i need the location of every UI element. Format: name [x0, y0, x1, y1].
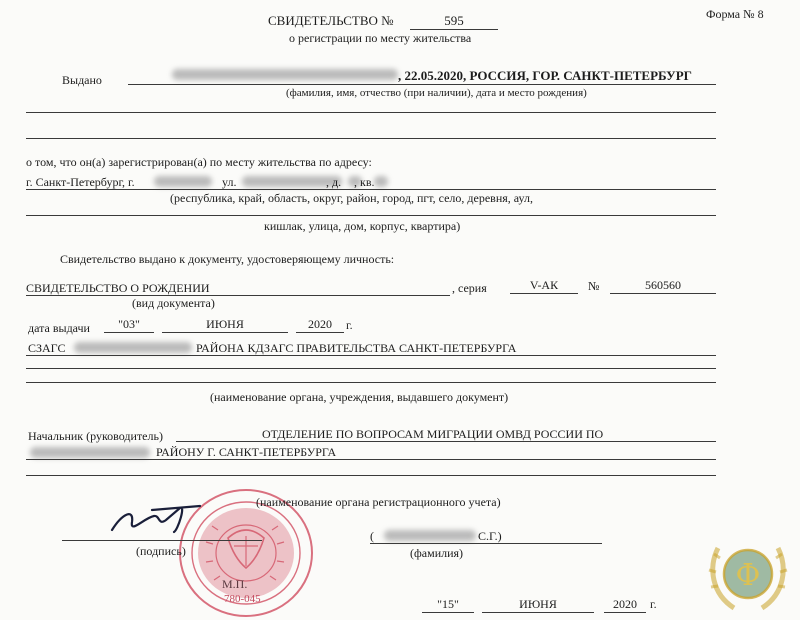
final-date-month: ИЮНЯ	[519, 597, 557, 611]
issuer-line	[26, 355, 716, 356]
head-office-line-1: ОТДЕЛЕНИЕ ПО ВОПРОСАМ МИГРАЦИИ ОМВД РОССИИ ПО	[262, 427, 604, 441]
issued-label: Выдано	[62, 73, 102, 87]
redacted-district	[30, 447, 150, 458]
signatory-initials: С.Г.)	[478, 529, 502, 543]
redacted-apartment	[374, 176, 388, 187]
address-street-label: ул.	[222, 175, 237, 189]
registered-text: о том, что он(а) зарегистрирован(а) по месту жительства по адресу:	[26, 155, 372, 169]
document-number: 560560	[645, 278, 681, 292]
blank-line	[26, 475, 716, 476]
number-line	[610, 293, 716, 294]
blank-line	[26, 368, 716, 369]
redacted-district	[154, 176, 212, 187]
certificate-number: 595	[444, 13, 464, 28]
signatory-caption: (фамилия)	[410, 546, 464, 560]
series-label: , серия	[452, 281, 487, 295]
document-type-line	[26, 295, 450, 296]
document-subtitle: о регистрации по месту жительства	[289, 31, 472, 45]
certificate-number-line	[410, 29, 498, 30]
stamp-mp: М.П.	[222, 577, 248, 591]
address-house-label: , д.	[326, 175, 342, 189]
final-day-line	[422, 612, 474, 613]
document-intro: Свидетельство выдано к документу, удостоверяющему личность:	[60, 252, 395, 266]
signatory-line	[370, 543, 602, 544]
redacted-full-name	[172, 69, 398, 80]
document-type-caption: (вид документа)	[132, 296, 215, 310]
issue-date-label: дата выдачи	[28, 321, 90, 335]
head-office-line	[26, 459, 716, 460]
issue-date-month: ИЮНЯ	[206, 317, 244, 331]
number-label: №	[588, 279, 600, 293]
signatory-open-paren: (	[370, 529, 374, 543]
document-title: СВИДЕТЕЛЬСТВО №	[268, 13, 394, 28]
blank-line	[26, 382, 716, 383]
issue-date-year: 2020	[308, 317, 332, 331]
issue-date-suffix: г.	[346, 318, 353, 332]
phi-emblem-icon	[704, 528, 792, 616]
svg-text:Ф: Ф	[735, 558, 761, 593]
issue-year-line	[296, 332, 344, 333]
issued-value: , 22.05.2020, РОССИЯ, ГОР. САНКТ-ПЕТЕРБУРГ	[398, 68, 692, 83]
head-line	[176, 441, 716, 442]
address-line	[26, 189, 716, 190]
redacted-district	[74, 342, 192, 353]
blank-line	[26, 112, 716, 113]
address-caption-1: (республика, край, область, округ, район, город, пгт, село, деревня, аул,	[170, 191, 533, 205]
issue-date-day: "03"	[118, 317, 140, 331]
document-type: СВИДЕТЕЛЬСТВО О РОЖДЕНИИ	[26, 281, 210, 295]
blank-line	[26, 215, 716, 216]
final-year-line	[604, 612, 646, 613]
final-date-year: 2020	[613, 597, 637, 611]
issuer-name: РАЙОНА КДЗАГС ПРАВИТЕЛЬСТВА САНКТ-ПЕТЕРБУРГА	[196, 341, 517, 355]
address-apartment-label: , кв.	[354, 175, 375, 189]
issuer-caption: (наименование органа, учреждения, выдавшего документ)	[210, 390, 509, 404]
blank-line	[26, 138, 716, 139]
address-caption-2: кишлак, улица, дом, корпус, квартира)	[264, 219, 461, 233]
form-number: Форма № 8	[706, 7, 764, 21]
final-month-line	[482, 612, 594, 613]
redacted-surname	[384, 530, 476, 541]
issued-line	[128, 84, 716, 85]
signature-line	[62, 540, 262, 541]
series-line	[510, 293, 578, 294]
issuer-prefix: СЗАГС	[28, 341, 66, 355]
issue-month-line	[162, 332, 288, 333]
issue-day-line	[104, 332, 154, 333]
final-date-day: "15"	[437, 597, 459, 611]
head-label: Начальник (руководитель)	[28, 429, 163, 443]
address-city: г. Санкт-Петербург, г.	[26, 175, 135, 189]
final-date-suffix: г.	[650, 597, 657, 611]
signature-caption: (подпись)	[136, 544, 186, 558]
issued-caption: (фамилия, имя, отчество (при наличии), дата и место рождения)	[286, 87, 587, 99]
document-series: V-АК	[529, 278, 559, 292]
signature-icon	[108, 500, 204, 540]
head-office-line-2: РАЙОНУ Г. САНКТ-ПЕТЕРБУРГА	[156, 445, 337, 459]
stamp-code: 780-045	[224, 593, 261, 605]
registration-office-caption: (наименование органа регистрационного учета)	[256, 495, 501, 509]
